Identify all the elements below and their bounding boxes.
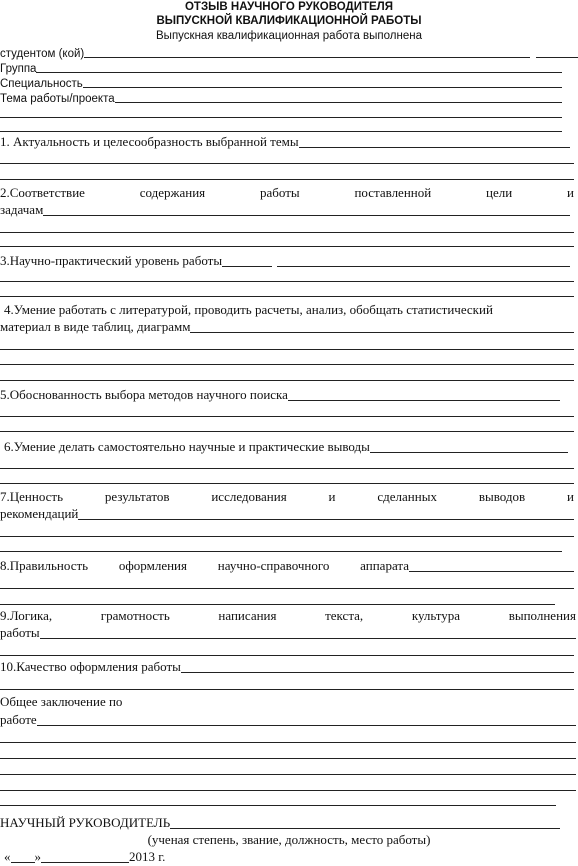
item-6[interactable]	[0, 438, 578, 455]
item-7-word: выводов	[478, 489, 526, 504]
item-9-word: выполнения	[508, 608, 576, 623]
item-2-word: и	[567, 185, 574, 200]
topic-line[interactable]	[0, 131, 562, 132]
answer-line[interactable]	[0, 416, 574, 417]
answer-line[interactable]	[0, 483, 574, 484]
answer-line[interactable]	[0, 655, 574, 656]
answer-line[interactable]	[0, 742, 576, 743]
item-7-word: и	[328, 489, 336, 504]
date-field[interactable]	[0, 849, 578, 865]
answer-line[interactable]	[0, 551, 562, 552]
item-9-word: культура	[411, 608, 461, 623]
supervisor-field[interactable]	[0, 814, 578, 831]
item-8-word: научно-справочного	[217, 558, 330, 573]
answer-line[interactable]	[0, 281, 574, 282]
date-quote-open: «	[4, 849, 11, 864]
title-line-2: ВЫПУСКНОЙ КВАЛИФИКАЦИОННОЙ РАБОТЫ	[156, 15, 422, 27]
item-9	[0, 608, 576, 624]
item-6-label: 6.Умение делать самостоятельно научные и практические выводы	[4, 439, 370, 454]
item-7-word: сделанных	[377, 489, 437, 504]
specialty-label: Специальность	[0, 78, 83, 90]
item-2-word: работы	[259, 185, 300, 200]
item-3-label: 3.Научно-практический уровень работы	[0, 253, 223, 268]
item-7-cont[interactable]	[0, 506, 578, 522]
item-10[interactable]	[0, 659, 578, 675]
item-9-cont-label: работы	[0, 625, 40, 640]
item-5-label: 5.Обоснованность выбора методов научного поиска	[0, 387, 288, 402]
topic-field[interactable]	[0, 90, 578, 105]
student-label: студентом (кой)	[0, 48, 85, 60]
answer-line[interactable]	[0, 380, 574, 381]
answer-line[interactable]	[0, 774, 576, 775]
item-1-label: 1. Актуальность и целесообразность выбранной темы	[0, 134, 299, 149]
item-9-cont[interactable]	[0, 625, 578, 641]
topic-label: Тема работы/проекта	[0, 93, 115, 105]
answer-line[interactable]	[0, 364, 574, 365]
answer-line[interactable]	[0, 588, 574, 589]
conclusion-field[interactable]	[0, 712, 578, 728]
answer-line[interactable]	[0, 689, 574, 690]
answer-line[interactable]	[0, 232, 574, 233]
date-quote-close: »	[34, 849, 41, 864]
item-4-cont-label: материал в виде таблиц, диаграмм	[0, 319, 191, 334]
group-label: Группа	[0, 63, 37, 75]
item-7-word: и	[567, 489, 574, 504]
answer-line[interactable]	[0, 179, 574, 180]
answer-line[interactable]	[0, 805, 556, 806]
item-1[interactable]	[0, 133, 578, 150]
item-9-word: грамотность	[100, 608, 170, 623]
item-5[interactable]	[0, 387, 578, 403]
title-line-1: ОТЗЫВ НАУЧНОГО РУКОВОДИТЕЛЯ	[184, 1, 394, 13]
item-2-cont[interactable]	[0, 202, 578, 218]
item-3[interactable]	[0, 253, 578, 269]
item-7	[0, 489, 574, 505]
item-4-line-1	[0, 302, 578, 318]
answer-line[interactable]	[0, 790, 576, 791]
answer-line[interactable]	[0, 163, 574, 164]
item-2-word: поставленной	[354, 185, 432, 200]
supervisor-caption: (ученая степень, звание, должность, место работы)	[147, 832, 431, 847]
answer-line[interactable]	[0, 536, 574, 537]
item-4-label: 4.Умение работать с литературой, проводить расчеты, анализ, обобщать статистический	[4, 302, 493, 317]
item-8[interactable]	[0, 558, 578, 574]
item-9-word: 9.Логика,	[0, 608, 53, 623]
specialty-field[interactable]	[0, 75, 578, 90]
item-8-word: 8.Правильность	[0, 558, 89, 573]
student-field[interactable]	[0, 44, 578, 60]
conclusion-label: Общее заключение по	[0, 694, 123, 709]
answer-line[interactable]	[0, 296, 574, 297]
item-2-word: цели	[486, 185, 513, 200]
answer-line[interactable]	[0, 604, 555, 605]
item-8-word: оформления	[118, 558, 187, 573]
item-7-word: результатов	[104, 489, 170, 504]
item-8-label	[0, 558, 409, 574]
answer-line[interactable]	[0, 349, 574, 350]
supervisor-label: НАУЧНЫЙ РУКОВОДИТЕЛЬ	[0, 815, 171, 830]
answer-line[interactable]	[0, 468, 574, 469]
group-field[interactable]	[0, 60, 578, 75]
answer-line[interactable]	[0, 431, 574, 432]
item-7-word: 7.Ценность	[0, 489, 64, 504]
conclusion-work-label: работе	[0, 712, 37, 727]
answer-line[interactable]	[0, 246, 574, 247]
conclusion-heading	[0, 694, 578, 710]
item-9-word: написания	[218, 608, 277, 623]
item-8-word: аппарата	[360, 558, 409, 573]
item-2-word: 2.Соответствие	[0, 185, 85, 200]
item-7-word: исследования	[211, 489, 287, 504]
subtitle: Выпускная квалификационная работа выполнена	[156, 30, 422, 42]
item-10-label: 10.Качество оформления работы	[0, 659, 181, 674]
item-2-cont-label: задачам	[0, 202, 44, 217]
answer-line[interactable]	[0, 758, 576, 759]
item-2-word: содержания	[139, 185, 206, 200]
item-4-line-2[interactable]	[0, 319, 578, 335]
item-9-word: текста,	[325, 608, 364, 623]
item-2	[0, 185, 578, 201]
topic-line[interactable]	[0, 117, 562, 118]
date-year: 2013 г.	[129, 849, 166, 864]
item-7-cont-label: рекомендаций	[0, 506, 79, 521]
